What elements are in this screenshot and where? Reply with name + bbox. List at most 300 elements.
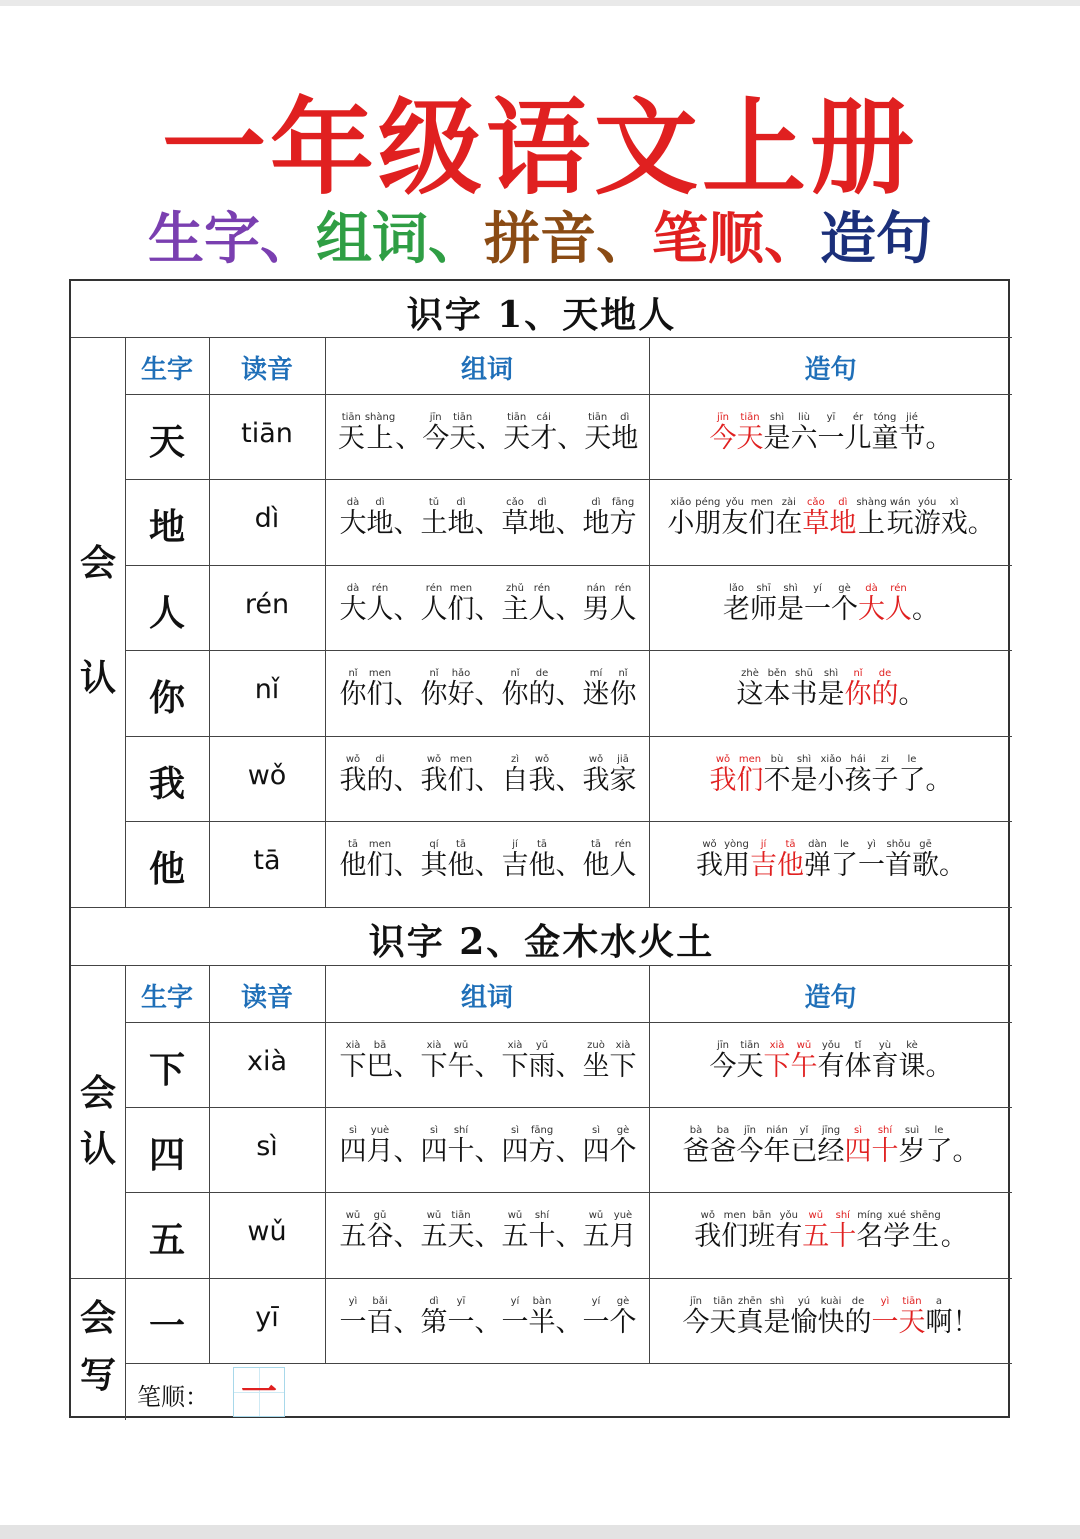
vocab-char: 他 — [148, 848, 185, 890]
hanzi: 今 — [682, 1307, 710, 1338]
word-item — [421, 583, 475, 625]
ruby-char — [583, 1210, 610, 1252]
ruby-char — [583, 497, 610, 539]
divider — [125, 1363, 1012, 1364]
subtitle-part-2: 组词、 — [316, 207, 484, 272]
ruby-char — [802, 497, 829, 539]
word-separator: 、 — [555, 765, 583, 796]
ruby-char — [777, 583, 804, 625]
pinyin-annotation: shí — [453, 1125, 469, 1136]
word-list — [327, 1125, 649, 1167]
pinyin-annotation: tiān — [507, 412, 527, 423]
pinyin-annotation: xià — [769, 1040, 785, 1051]
pinyin-annotation: jīn — [690, 1296, 702, 1307]
word-item — [421, 1210, 475, 1252]
ruby-char — [610, 1040, 637, 1082]
hanzi: 儿 — [844, 423, 872, 454]
vocab-pinyin: wǒ — [247, 760, 287, 791]
ruby-char — [340, 754, 367, 796]
word-separator: 、 — [393, 1221, 421, 1252]
ruby-char — [421, 839, 448, 881]
word-separator: 、 — [555, 1307, 583, 1338]
hanzi: 你 — [420, 679, 448, 710]
ruby-char — [910, 1210, 940, 1252]
pinyin-annotation: de — [878, 668, 892, 679]
hanzi: 天 — [709, 1307, 737, 1338]
pinyin-annotation: yì — [880, 1296, 890, 1307]
pinyin-annotation: wǔ — [588, 1210, 604, 1221]
word-item — [340, 754, 394, 796]
hanzi: 今 — [709, 423, 737, 454]
pinyin-annotation: rén — [614, 839, 632, 850]
hanzi: 是 — [790, 765, 818, 796]
ruby-char — [804, 583, 831, 625]
ruby-char — [737, 1296, 764, 1338]
hanzi: 草 — [501, 508, 529, 539]
ruby-char — [899, 668, 926, 710]
hanzi: 吉 — [750, 850, 777, 881]
hanzi: 你 — [844, 679, 872, 710]
hanzi: 月 — [609, 1221, 637, 1252]
ruby-char — [529, 839, 556, 881]
hanzi: 百 — [366, 1307, 394, 1338]
hanzi: 天 — [449, 423, 477, 454]
pinyin-annotation: xiǎo — [820, 754, 842, 765]
header-sentence: 造句 — [804, 983, 857, 1013]
hanzi: 本 — [763, 679, 791, 710]
ruby-char — [502, 1296, 529, 1338]
divider — [325, 337, 326, 907]
hanzi: 方 — [609, 508, 637, 539]
pinyin-annotation: nán — [586, 583, 606, 594]
pinyin-annotation: jīn — [717, 412, 729, 423]
pinyin-annotation: tǐ — [854, 1040, 862, 1051]
ruby-char — [610, 754, 637, 796]
ruby-char — [926, 1296, 953, 1338]
hanzi: 五 — [582, 1221, 610, 1252]
ruby-char — [502, 839, 529, 881]
ruby-char — [340, 839, 367, 881]
ruby-char — [421, 668, 448, 710]
pinyin-annotation: a — [935, 1296, 943, 1307]
pinyin-annotation: yóu — [918, 497, 937, 508]
hanzi: 啊 — [925, 1307, 953, 1338]
word-separator: 、 — [474, 508, 502, 539]
pinyin-annotation: rén — [614, 583, 632, 594]
pinyin-annotation: péng — [695, 497, 721, 508]
ruby-char — [723, 583, 750, 625]
ruby-char — [502, 1125, 529, 1167]
hanzi: 一 — [804, 594, 831, 625]
pinyin-annotation: yì — [348, 1296, 358, 1307]
pinyin-annotation: tiān — [588, 412, 608, 423]
pinyin-annotation: tā — [536, 839, 548, 850]
ruby-char — [791, 412, 818, 454]
hanzi: 人 — [609, 850, 637, 881]
ruby-char — [694, 497, 721, 539]
divider — [125, 736, 1012, 737]
pinyin-annotation: tā — [590, 839, 602, 850]
ruby-char — [804, 839, 831, 881]
pinyin-annotation: zhǔ — [506, 583, 524, 594]
hanzi: 五 — [420, 1221, 448, 1252]
hanzi: 我 — [694, 1221, 722, 1252]
divider — [125, 565, 1012, 566]
ruby-char — [365, 412, 395, 454]
hanzi: 下 — [339, 1051, 367, 1082]
pinyin-annotation: zhè — [741, 668, 759, 679]
hanzi: 天 — [736, 1051, 764, 1082]
hanzi: 爸 — [682, 1136, 710, 1167]
pinyin-annotation: jīn — [717, 1040, 729, 1051]
ruby-char — [872, 1040, 899, 1082]
hanzi: 一 — [339, 1307, 367, 1338]
ruby-char — [448, 754, 475, 796]
ruby-char — [340, 1125, 367, 1167]
word-list — [327, 497, 649, 539]
word-separator: 、 — [474, 1136, 502, 1167]
hanzi: 是 — [777, 594, 804, 625]
pinyin-annotation: kè — [906, 1040, 918, 1051]
pinyin-annotation: gē — [919, 839, 932, 850]
ruby-char — [818, 1125, 845, 1167]
ruby-char — [926, 1125, 953, 1167]
divider — [125, 1107, 1012, 1108]
hanzi: 地 — [582, 508, 610, 539]
ruby-char — [421, 1040, 448, 1082]
hanzi: 今 — [709, 1051, 737, 1082]
hanzi: 子 — [871, 765, 899, 796]
pinyin-annotation: yòng — [724, 839, 749, 850]
pinyin-annotation: xiǎo — [670, 497, 692, 508]
ruby-char — [421, 1125, 448, 1167]
word-list — [327, 754, 649, 796]
hanzi: 上 — [366, 423, 394, 454]
ruby-char — [899, 1125, 926, 1167]
pinyin-annotation: yí — [813, 583, 822, 594]
ruby-char — [529, 583, 556, 625]
ruby-char — [872, 668, 899, 710]
pinyin-annotation: qí — [429, 839, 439, 850]
ruby-char — [529, 668, 556, 710]
pinyin-annotation: le — [907, 754, 917, 765]
pinyin-annotation: lǎo — [728, 583, 745, 594]
side-label-write: 写 — [79, 1354, 116, 1396]
hanzi: 用 — [723, 850, 750, 881]
ruby-char — [737, 668, 764, 710]
hanzi: 我 — [709, 765, 737, 796]
pinyin-annotation: xià — [426, 1040, 442, 1051]
word-separator: 、 — [555, 508, 583, 539]
hanzi: 不 — [763, 765, 791, 796]
pinyin-annotation: dà — [346, 497, 360, 508]
ruby-char — [448, 1210, 475, 1252]
hanzi: 这 — [736, 679, 764, 710]
pinyin-annotation: nǐ — [510, 668, 520, 679]
pinyin-annotation: tiān — [713, 1296, 733, 1307]
pinyin-annotation: shí — [534, 1210, 550, 1221]
hanzi: 五 — [501, 1221, 529, 1252]
pinyin-annotation: wǒ — [702, 839, 717, 850]
pinyin-annotation: dàn — [808, 839, 827, 850]
page-subtitle — [0, 205, 1080, 275]
pinyin-annotation: tā — [347, 839, 359, 850]
ruby-char — [764, 754, 791, 796]
ruby-char — [610, 1210, 637, 1252]
hanzi: 地 — [611, 423, 639, 454]
subtitle-part-1: 生字、 — [148, 207, 316, 272]
pinyin-annotation: bā — [373, 1040, 387, 1051]
ruby-char — [899, 1040, 926, 1082]
ruby-char — [791, 1125, 818, 1167]
word-item — [502, 668, 556, 710]
hanzi: 友 — [721, 508, 749, 539]
ruby-char — [737, 1040, 764, 1082]
pinyin-annotation: tiān — [902, 1296, 922, 1307]
pinyin-annotation: wán — [889, 497, 911, 508]
ruby-char — [926, 412, 953, 454]
vocab-char: 地 — [148, 506, 185, 548]
hanzi: 天 — [736, 423, 764, 454]
hanzi: 师 — [750, 594, 777, 625]
word-item — [421, 1125, 475, 1167]
hanzi: 男 — [582, 594, 610, 625]
hanzi: 一 — [817, 423, 845, 454]
hanzi: 一 — [447, 1307, 475, 1338]
ruby-char — [845, 1296, 872, 1338]
ruby-char — [829, 497, 856, 539]
divider — [325, 965, 326, 1363]
hanzi: 你 — [609, 679, 637, 710]
pinyin-annotation: zi — [880, 754, 890, 765]
header-words: 组词 — [460, 355, 513, 385]
ruby-char — [764, 1040, 791, 1082]
ruby-char — [791, 1040, 818, 1082]
word-separator: 、 — [393, 765, 421, 796]
pinyin-annotation: dì — [456, 497, 466, 508]
subtitle-part-5: 造句 — [820, 207, 932, 272]
example-sentence — [650, 839, 1012, 881]
hanzi: 个 — [609, 1136, 637, 1167]
pinyin-annotation: le — [840, 839, 849, 850]
hanzi: 下 — [501, 1051, 529, 1082]
ruby-char — [791, 754, 818, 796]
example-sentence — [650, 497, 1012, 539]
pinyin-annotation: de — [535, 668, 549, 679]
pinyin-annotation: zuò — [587, 1040, 605, 1051]
ruby-char — [764, 412, 791, 454]
ruby-char — [710, 1125, 737, 1167]
pinyin-annotation: yù — [878, 1040, 892, 1051]
ruby-char — [683, 1296, 710, 1338]
hanzi: 们 — [447, 765, 475, 796]
pinyin-annotation: ér — [852, 412, 864, 423]
word-separator: 、 — [474, 850, 502, 881]
divider — [125, 821, 1012, 822]
divider — [125, 965, 126, 1420]
ruby-char — [710, 1040, 737, 1082]
pinyin-annotation: yí — [591, 1296, 601, 1307]
divider — [125, 1192, 1012, 1193]
hanzi: 好 — [447, 679, 475, 710]
pinyin-annotation: zì — [510, 754, 520, 765]
hanzi: 他 — [528, 850, 556, 881]
pinyin-annotation: sì — [511, 1125, 519, 1136]
hanzi: 我 — [339, 765, 367, 796]
word-separator: 、 — [393, 594, 421, 625]
example-sentence — [650, 668, 1012, 710]
hanzi: 有 — [775, 1221, 803, 1252]
ruby-char — [421, 754, 448, 796]
ruby-char — [885, 839, 912, 881]
divider — [71, 1278, 1012, 1279]
hanzi: 人 — [609, 594, 637, 625]
word-separator: 、 — [555, 1136, 583, 1167]
hanzi: 土 — [420, 508, 448, 539]
ruby-char — [583, 583, 610, 625]
ruby-char — [737, 412, 764, 454]
ruby-char — [939, 839, 966, 881]
header-pinyin: 读音 — [240, 983, 293, 1013]
hanzi: 四 — [501, 1136, 529, 1167]
ruby-char — [421, 583, 448, 625]
pinyin-annotation: jí — [512, 839, 518, 850]
hanzi: 今 — [736, 1136, 764, 1167]
ruby-char — [696, 839, 723, 881]
vocab-pinyin: wǔ — [247, 1216, 287, 1247]
word-item — [421, 839, 475, 881]
hanzi: 。 — [967, 508, 995, 539]
word-list — [327, 839, 649, 881]
pinyin-annotation: yǐ — [799, 1125, 809, 1136]
pinyin-annotation: shàng — [364, 412, 396, 423]
pinyin-annotation: bà — [689, 1125, 703, 1136]
pinyin-annotation: xià — [345, 1040, 361, 1051]
vocab-pinyin: tā — [253, 845, 281, 876]
ruby-char — [802, 1210, 829, 1252]
hanzi: 十 — [829, 1221, 857, 1252]
hanzi: 一 — [871, 1307, 899, 1338]
word-item — [421, 668, 475, 710]
ruby-char — [723, 839, 750, 881]
hanzi: 谷 — [366, 1221, 394, 1252]
ruby-char — [872, 1296, 899, 1338]
example-sentence — [650, 1210, 1012, 1252]
pinyin-annotation: yuè — [613, 1210, 633, 1221]
hanzi: 了 — [831, 850, 858, 881]
hanzi: 快 — [817, 1307, 845, 1338]
ruby-char — [764, 1125, 791, 1167]
ruby-char — [856, 1210, 883, 1252]
hanzi: 弹 — [804, 850, 831, 881]
hanzi: 人 — [420, 594, 448, 625]
hanzi: 天 — [503, 423, 531, 454]
pinyin-annotation: hǎo — [451, 668, 471, 679]
pinyin-annotation: wǒ — [715, 754, 731, 765]
pinyin-annotation: tiān — [341, 412, 361, 423]
pinyin-annotation: dà — [865, 583, 878, 594]
ruby-char — [764, 1296, 791, 1338]
hanzi: 午 — [447, 1051, 475, 1082]
word-separator: 、 — [557, 423, 585, 454]
pinyin-annotation: tiān — [453, 412, 473, 423]
word-item — [584, 412, 638, 454]
hanzi: 才 — [530, 423, 558, 454]
word-separator: 、 — [393, 1051, 421, 1082]
ruby-char — [338, 412, 365, 454]
vocab-char: 四 — [148, 1134, 185, 1176]
word-item — [583, 497, 637, 539]
hanzi: 。 — [940, 1221, 968, 1252]
ruby-char — [831, 839, 858, 881]
pinyin-annotation: yú — [797, 1296, 811, 1307]
pinyin-annotation: tiān — [740, 1040, 760, 1051]
ruby-char — [367, 1210, 394, 1252]
pinyin-annotation: bàn — [532, 1296, 552, 1307]
word-list — [327, 1296, 649, 1338]
ruby-char — [502, 754, 529, 796]
pinyin-annotation: wǔ — [453, 1040, 469, 1051]
hanzi: 的 — [844, 1307, 872, 1338]
pinyin-annotation: tóng — [873, 412, 897, 423]
pinyin-annotation: nǐ — [853, 668, 863, 679]
pinyin-annotation: shì — [796, 754, 812, 765]
pinyin-annotation: cǎo — [806, 497, 825, 508]
hanzi: 四 — [582, 1136, 610, 1167]
word-list — [327, 1210, 649, 1252]
hanzi: 爸 — [709, 1136, 737, 1167]
vocab-pinyin: dì — [254, 503, 280, 534]
ruby-char — [818, 1040, 845, 1082]
hanzi: 。 — [952, 1136, 980, 1167]
hanzi: 地 — [366, 508, 394, 539]
ruby-char — [448, 839, 475, 881]
hanzi: 是 — [763, 1307, 791, 1338]
pinyin-annotation: dà — [346, 583, 360, 594]
pinyin-annotation: nǐ — [618, 668, 628, 679]
ruby-char — [764, 668, 791, 710]
hanzi: 他 — [447, 850, 475, 881]
ruby-char — [422, 412, 449, 454]
word-separator: 、 — [393, 508, 421, 539]
ruby-char — [367, 754, 394, 796]
vocab-pinyin: yī — [255, 1302, 279, 1333]
word-separator: 、 — [555, 679, 583, 710]
word-separator: 、 — [474, 765, 502, 796]
divider — [125, 394, 1012, 395]
pinyin-annotation: fāng — [530, 1125, 554, 1136]
word-item — [503, 412, 557, 454]
word-list — [327, 1040, 649, 1082]
pinyin-annotation: sì — [349, 1125, 357, 1136]
ruby-char — [529, 1125, 556, 1167]
vocab-char: 下 — [148, 1049, 185, 1091]
pinyin-annotation: yǒu — [725, 497, 744, 508]
hanzi: 课 — [898, 1051, 926, 1082]
divider — [71, 965, 1012, 966]
pinyin-annotation: shì — [769, 1296, 785, 1307]
ruby-char — [610, 497, 637, 539]
hanzi: 地 — [528, 508, 556, 539]
ruby-char — [885, 583, 912, 625]
hanzi: 有 — [817, 1051, 845, 1082]
hanzi: 我 — [582, 765, 610, 796]
ruby-char — [953, 1125, 980, 1167]
hanzi: 坐 — [582, 1051, 610, 1082]
hanzi: 十 — [528, 1221, 556, 1252]
hanzi: 了 — [925, 1136, 953, 1167]
hanzi: 人 — [366, 594, 394, 625]
